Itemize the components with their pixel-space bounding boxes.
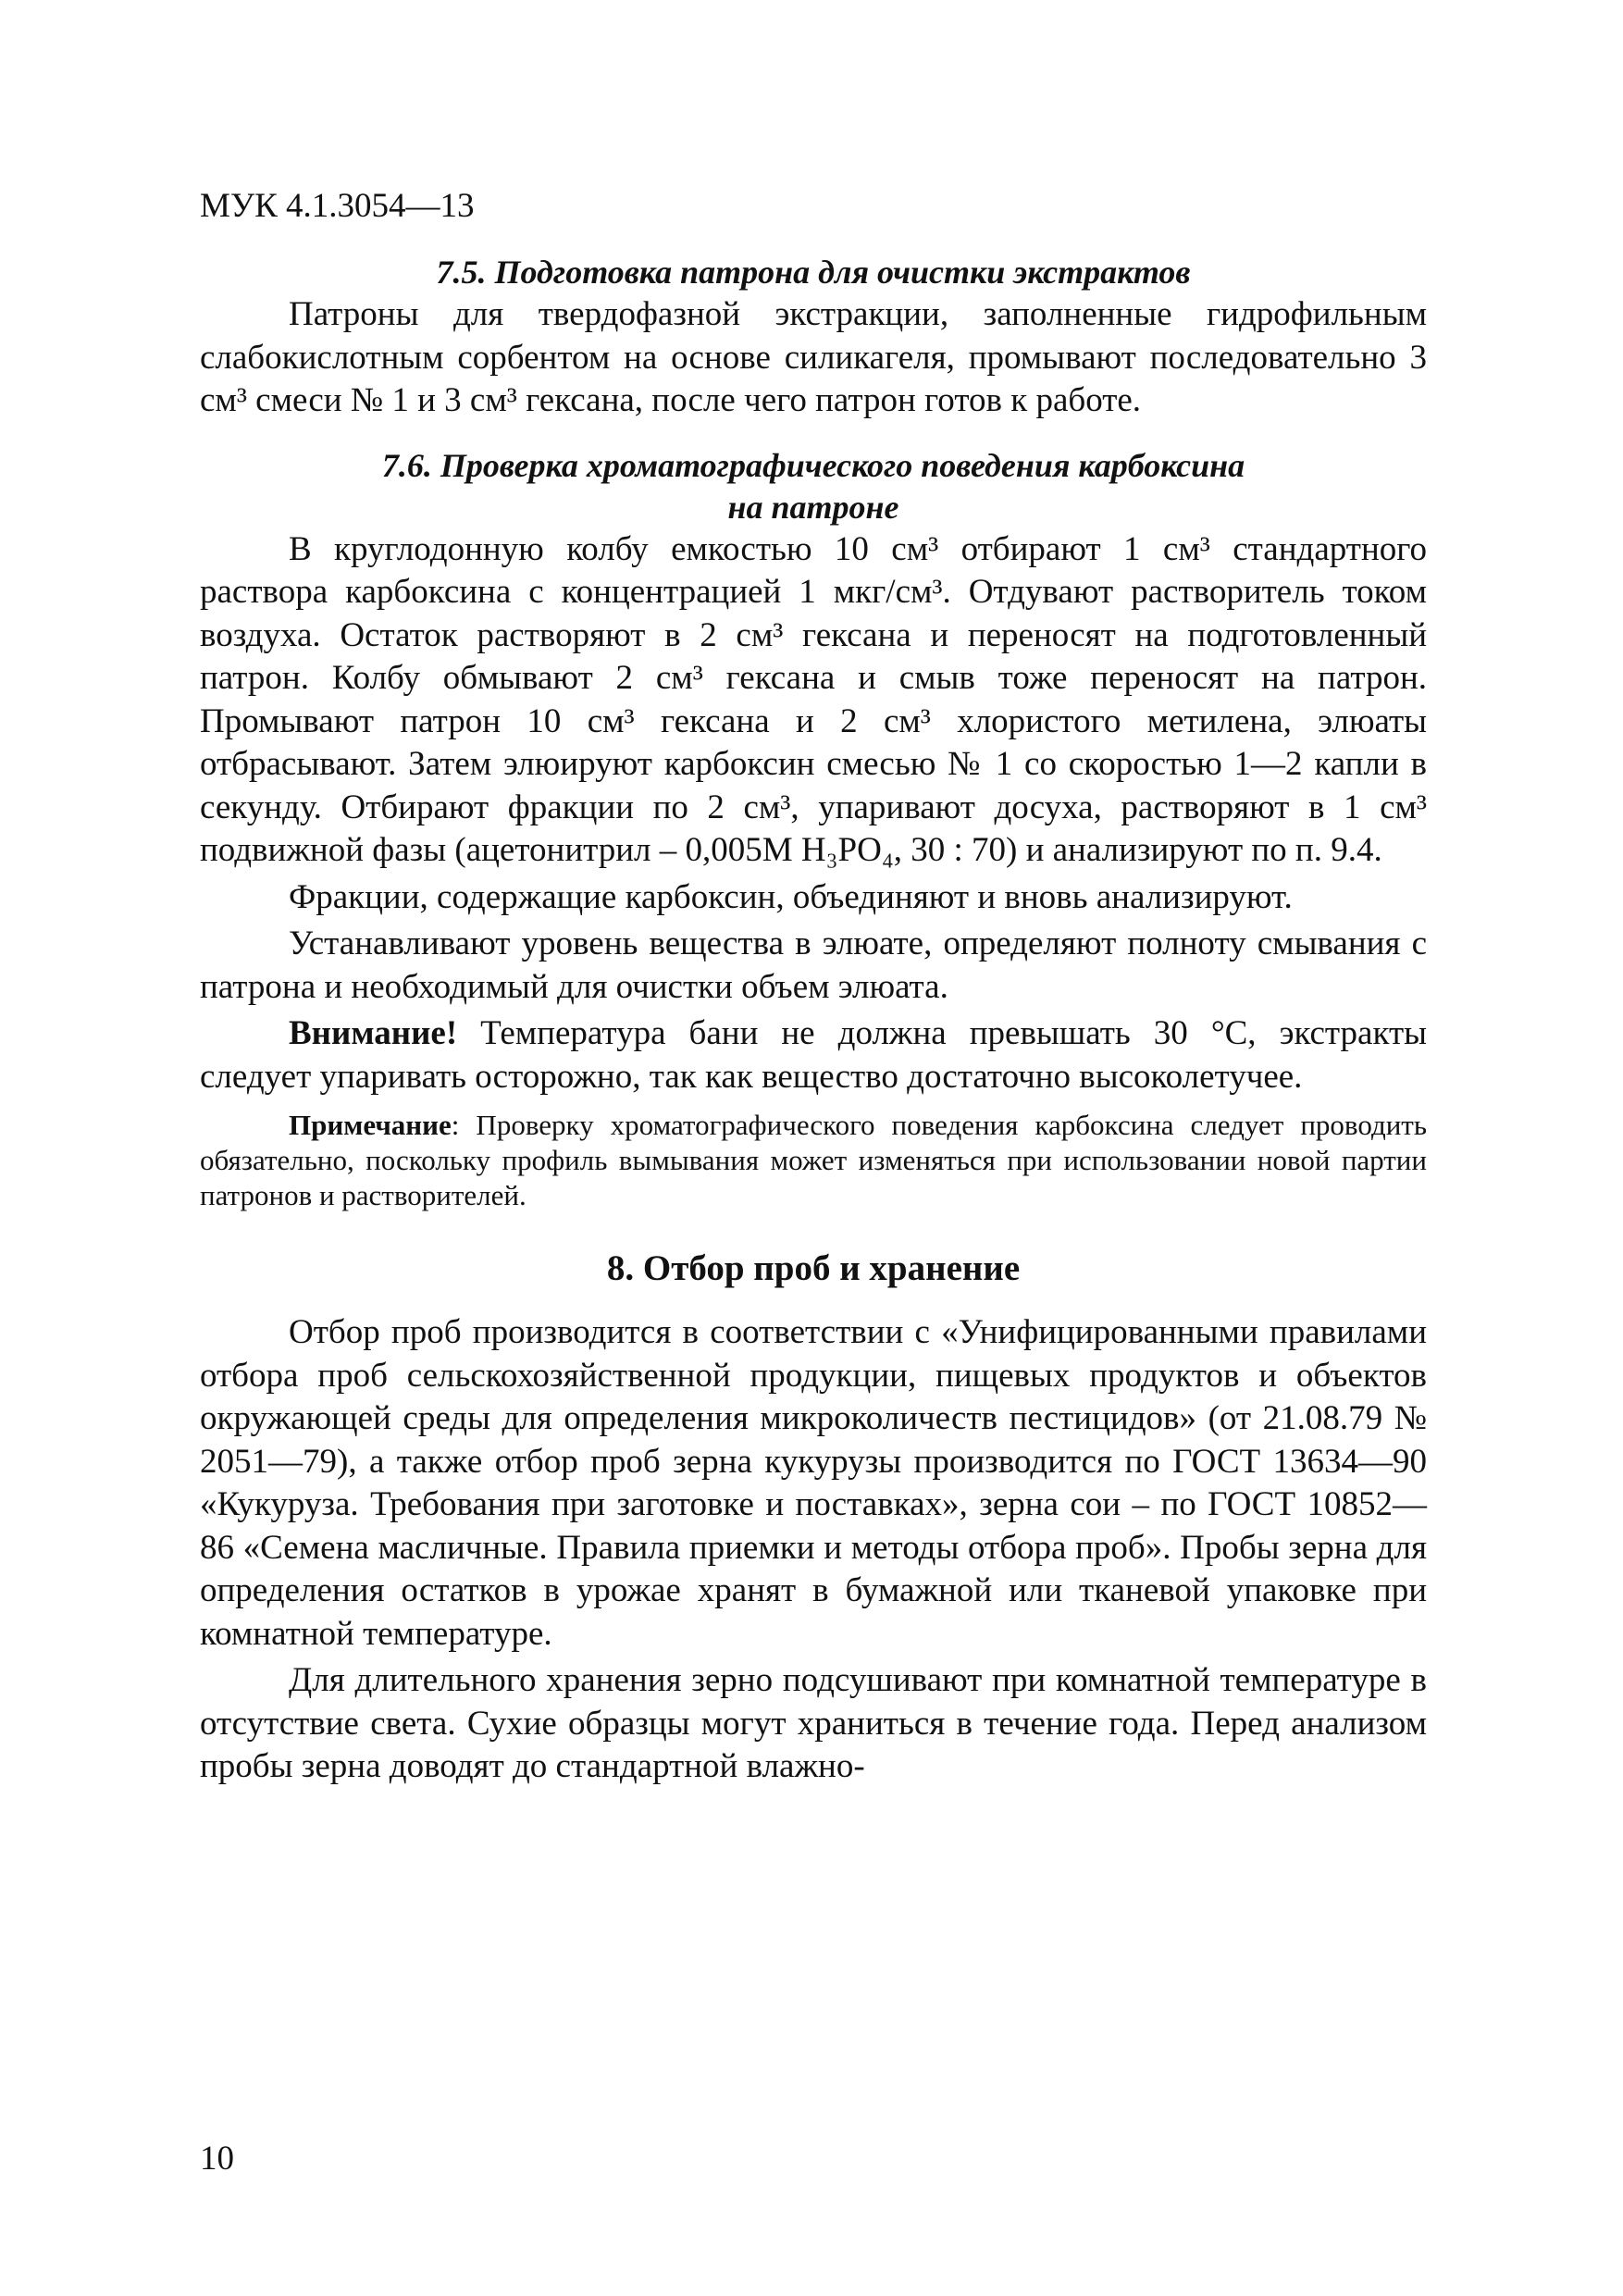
section-8-paragraph-1: Отбор проб производится в соответствии с «Унифицированными правилами отбора проб сельскохозяйственной продукции, пищевых продуктов и объектов окружающей среды для определения микроколичеств пестицидов» (от 21.08.79 № 2051—79), а также отбор проб зерна кукурузы производится по ГОСТ 13634—90 «Кукуруза. Требования при заготовке и поставках», зерна сои – по ГОСТ 10852—86 «Семена масличные. Правила приемки и методы отбора проб». Пробы зерна для определения остатков в урожае хранят в бумажной или тканевой упаковке при комнатной температуре. [200, 1313, 1427, 1653]
warning-paragraph [200, 1012, 1427, 1098]
page-number: 10 [200, 2140, 234, 2178]
document-code: МУК 4.1.3054—13 [200, 187, 475, 225]
section-8-title: 8. Отбор проб и хранение [606, 1248, 1021, 1288]
note-label: Примечание [289, 1109, 452, 1141]
warning-text: Температура бани не должна превышать 30 °С, экстракты следует упаривать осторожно, так как вещество достаточно высоколетучее. [200, 1014, 1427, 1096]
warning-label: Внимание! [289, 1014, 458, 1052]
section-7-6-paragraph-3: Устанавливают уровень вещества в элюате, определяют полноту смывания с патрона и необходимый для очистки объем элюата. [200, 925, 1427, 1006]
page-content [200, 185, 1427, 1793]
section-7-6-title-line1: 7.6. Проверка хроматографического поведения карбоксина [381, 446, 1245, 484]
section-8-paragraph-2: Для длительного хранения зерно подсушивают при комнатной температуре в отсутствие света. Сухие образцы могут храниться в течение года. Перед анализом пробы зерна доводят до стандартной влажно- [200, 1661, 1427, 1785]
section-7-5-paragraph: Патроны для твердофазной экстракции, заполненные гидрофильным слабокислотным сорбентом на основе силикагеля, промывают последовательно 3 см³ смеси № 1 и 3 см³ гексана, после чего патрон готов к работе. [200, 295, 1427, 419]
section-7-6-paragraph-1: В круглодонную колбу емкостью 10 см³ отбирают 1 см³ стандартного раствора карбоксина с концентрацией 1 мкг/см³. Отдувают растворитель током воздуха. Остаток растворяют в 2 см³ гексана и переносят на подготовленный патрон. Колбу обмывают 2 см³ гексана и смыв тоже переносят на патрон. Промывают патрон 10 см³ гексана и 2 см³ хлористого метилена, элюаты отбрасывают. Затем элюируют карбоксин смесью № 1 со скоростью 1—2 капли в секунду. Отбирают фракции по 2 см³, упаривают досуха, растворяют в 1 см³ подвижной фазы (ацетонитрил – 0,005М H₃PO₄, 30 : 70) и анализируют по п. 9.4. [200, 529, 1427, 869]
section-7-6-title-line2: на патроне [727, 488, 899, 526]
note-text: : Проверку хроматографического поведения карбоксина следует проводить обязательно, поскольку профиль вымывания может изменяться при использовании новой партии патронов и растворителей. [200, 1109, 1427, 1211]
section-7-5-title: 7.5. Подготовка патрона для очистки экстрактов [436, 254, 1191, 291]
note-paragraph [200, 1108, 1427, 1213]
section-7-6-paragraph-2: Фракции, содержащие карбоксин, объединяют и вновь анализируют. [289, 877, 1293, 916]
